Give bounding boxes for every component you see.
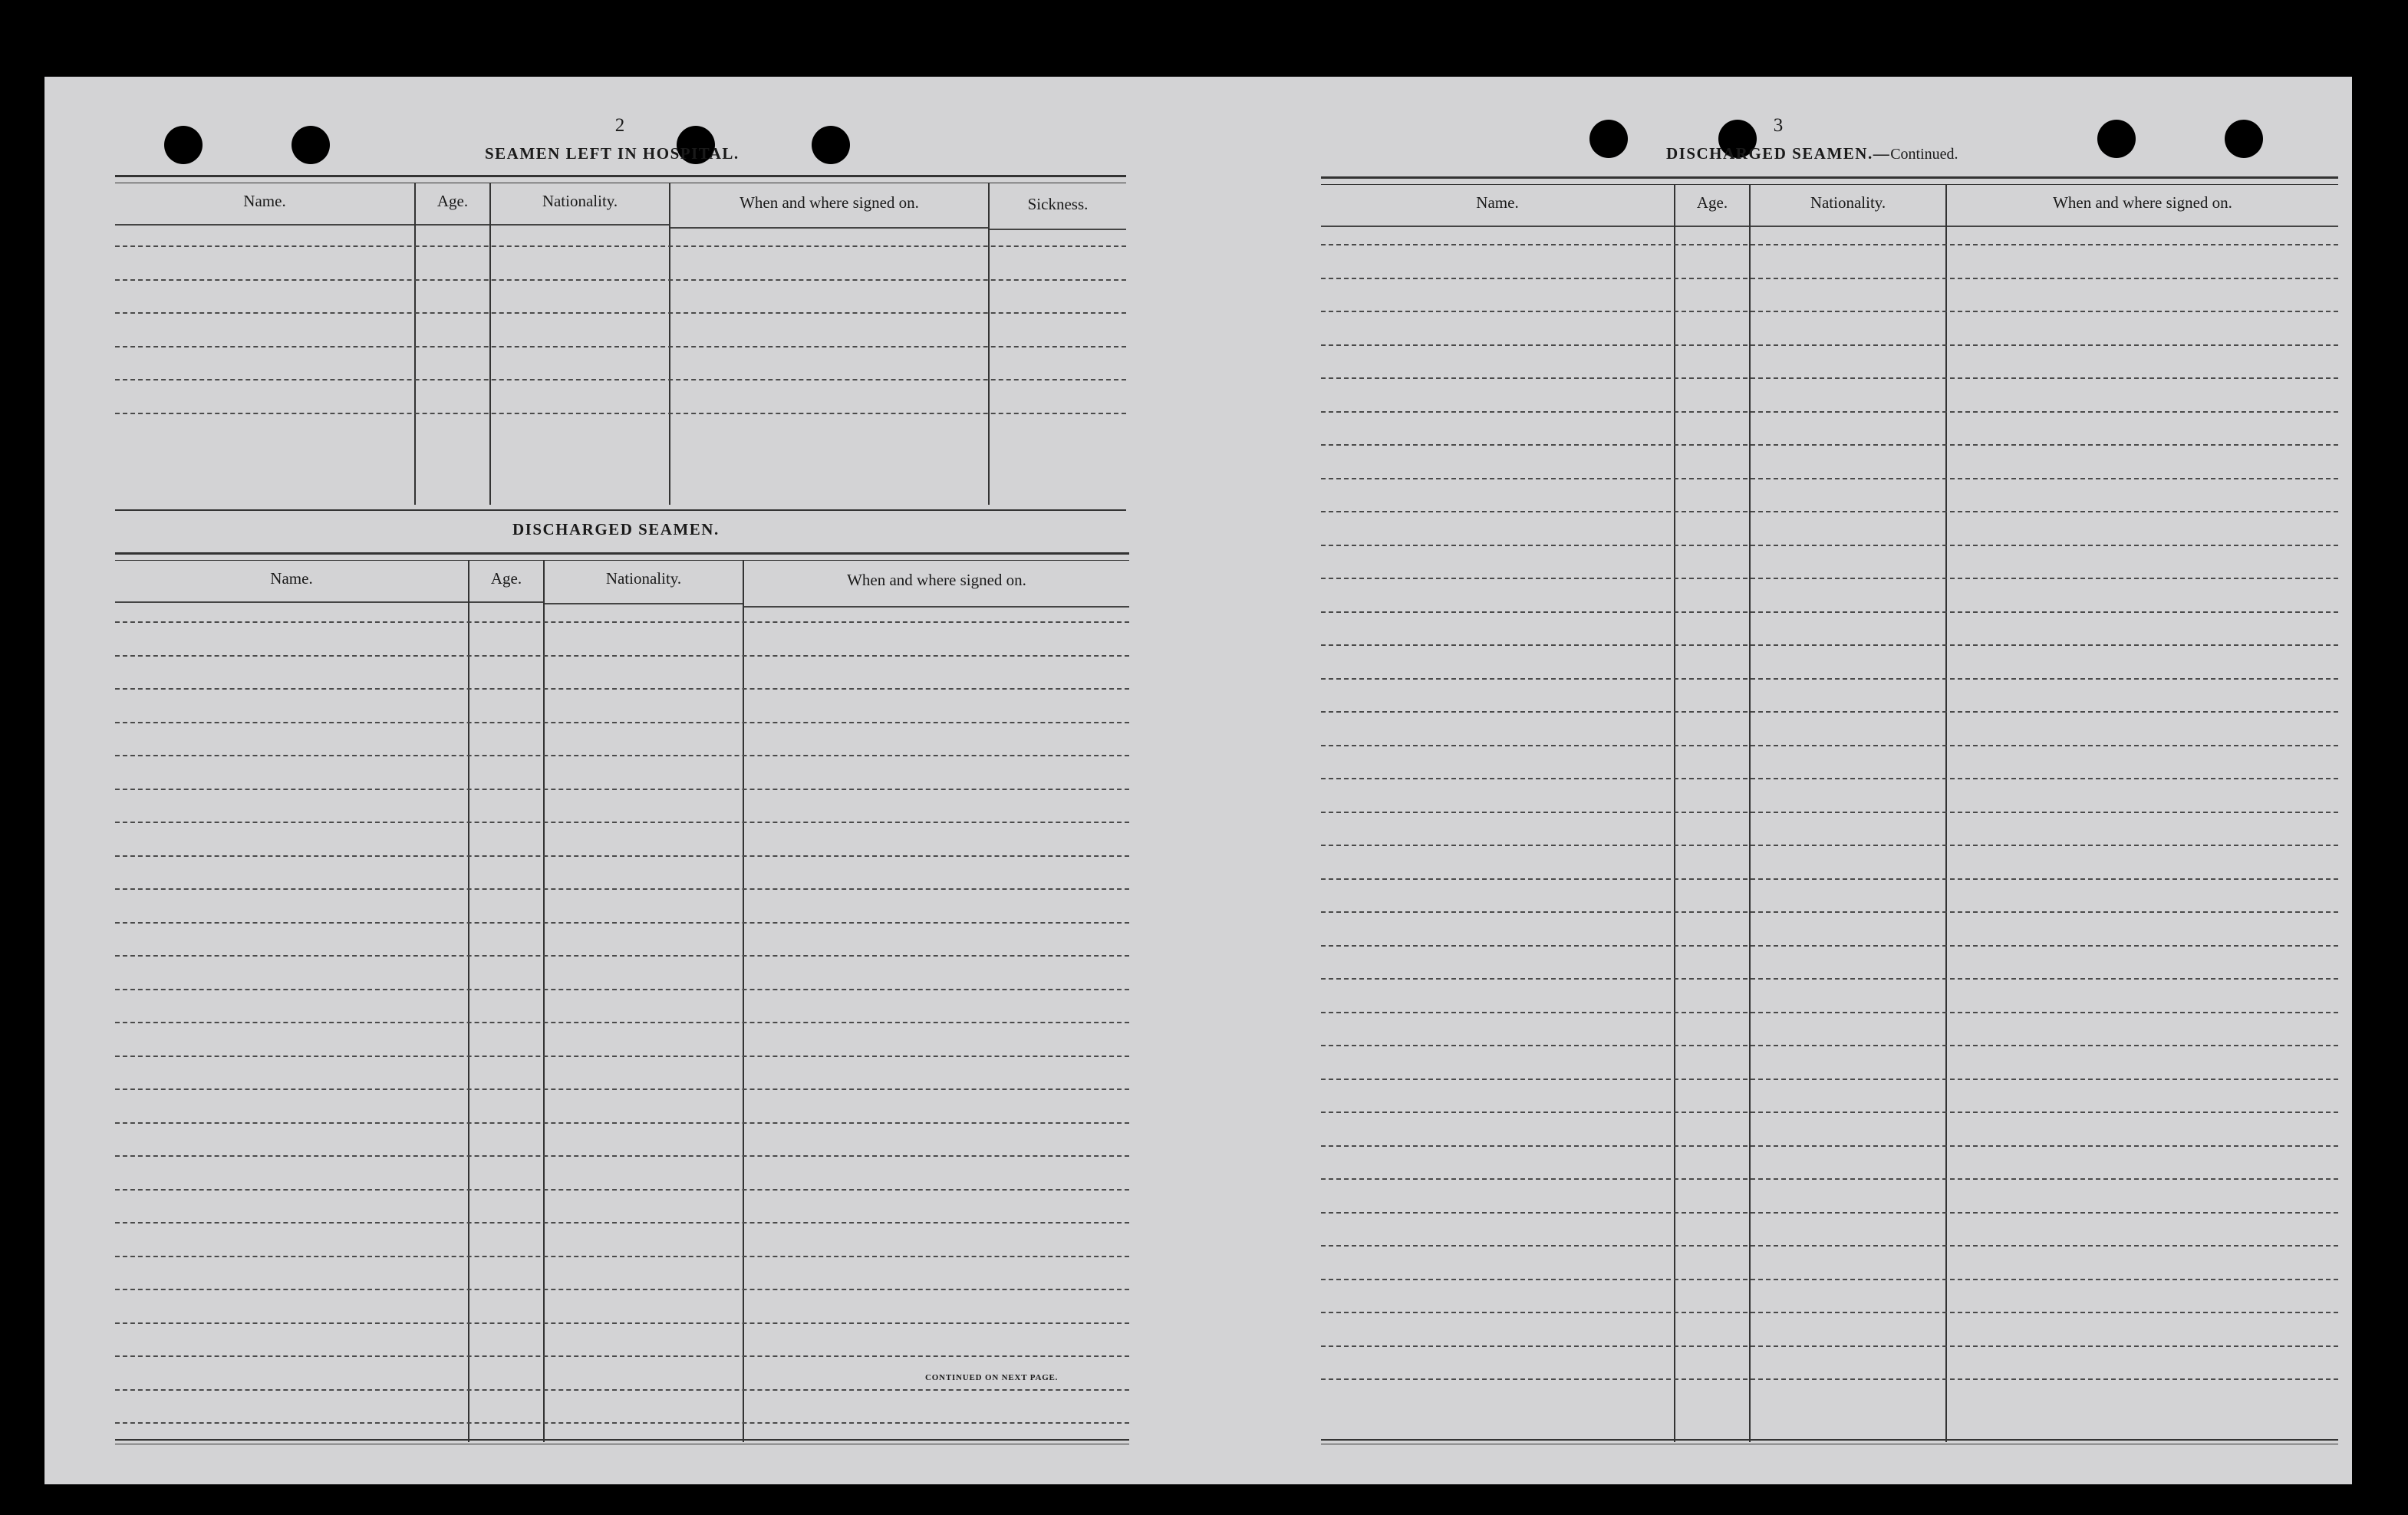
table-row <box>1321 978 2338 980</box>
table-bottom-rule <box>1321 1439 2338 1444</box>
punch-hole <box>2097 120 2136 158</box>
table-row <box>1321 611 2338 613</box>
column-header-age: Age. <box>1696 193 1728 212</box>
table-row <box>115 1355 1129 1357</box>
column-header-nationality: Nationality. <box>605 569 682 588</box>
table-row <box>115 688 1129 690</box>
discharged-continued-title <box>1666 144 1958 163</box>
column-header-age: Age. <box>436 192 469 210</box>
table-row <box>1321 1145 2338 1147</box>
table-row <box>115 1056 1129 1057</box>
header-underline <box>115 224 414 226</box>
column-separator <box>1674 184 1675 1442</box>
column-header-nationality: Nationality. <box>542 192 618 210</box>
table-row <box>1321 745 2338 746</box>
table-row <box>115 855 1129 857</box>
discharged-continued-table <box>1321 176 2338 1445</box>
table-row <box>115 1222 1129 1224</box>
column-header-nationality: Nationality. <box>1810 193 1886 212</box>
table-row <box>115 1022 1129 1023</box>
table-row <box>1321 1112 2338 1113</box>
table-row <box>115 888 1129 890</box>
header-underline <box>990 229 1126 230</box>
header-underline <box>416 224 489 226</box>
header-underline <box>1751 226 1945 227</box>
table-row <box>1321 878 2338 880</box>
table-top-rule <box>1321 176 2338 185</box>
table-row <box>115 312 1126 314</box>
table-row <box>1321 711 2338 713</box>
column-separator <box>988 183 990 505</box>
section-divider <box>115 509 1126 511</box>
table-row <box>115 1422 1129 1424</box>
column-header-name: Name. <box>243 192 286 210</box>
hospital-section-title: SEAMEN LEFT IN HOSPITAL. <box>485 144 740 163</box>
header-underline <box>744 606 1129 608</box>
table-row <box>1321 1245 2338 1247</box>
table-row <box>1321 244 2338 245</box>
table-row <box>1321 1045 2338 1046</box>
table-row <box>115 1155 1129 1157</box>
table-row <box>1321 945 2338 947</box>
header-underline <box>115 601 468 603</box>
table-bottom-rule <box>115 1439 1129 1444</box>
table-row <box>115 922 1129 924</box>
column-separator <box>1749 184 1751 1442</box>
header-underline <box>1947 226 2338 227</box>
table-row <box>1321 1312 2338 1313</box>
hospital-table <box>115 175 1126 512</box>
table-row <box>115 789 1129 790</box>
title-main: DISCHARGED SEAMEN.— <box>1666 144 1891 163</box>
table-row <box>1321 911 2338 913</box>
table-row <box>1321 511 2338 512</box>
table-row <box>1321 444 2338 446</box>
table-row <box>1321 411 2338 413</box>
table-row <box>1321 1378 2338 1380</box>
table-row <box>115 822 1129 823</box>
column-separator <box>414 183 416 505</box>
table-row <box>1321 344 2338 346</box>
column-separator <box>489 183 491 505</box>
column-separator <box>543 560 545 1442</box>
right-page <box>1226 77 2352 1484</box>
table-row <box>1321 311 2338 312</box>
punch-hole <box>812 126 850 164</box>
table-top-rule <box>115 552 1129 561</box>
column-header-signed-on: When and where signed on. <box>740 193 919 212</box>
table-row <box>1321 1212 2338 1214</box>
header-underline <box>545 603 743 604</box>
table-row <box>115 1088 1129 1090</box>
column-header-name: Name. <box>1476 193 1519 212</box>
punch-hole <box>164 126 203 164</box>
table-row <box>115 955 1129 957</box>
title-continued: Continued. <box>1890 146 1958 163</box>
column-separator <box>468 560 469 1442</box>
table-row <box>115 621 1129 623</box>
table-row <box>1321 1345 2338 1347</box>
left-page <box>44 77 1226 1484</box>
table-row <box>115 279 1126 281</box>
column-header-signed-on: When and where signed on. <box>2053 193 2232 212</box>
discharged-section-title: DISCHARGED SEAMEN. <box>512 520 720 538</box>
table-row <box>1321 578 2338 579</box>
column-header-name: Name. <box>270 569 313 588</box>
table-row <box>115 245 1126 247</box>
table-row <box>1321 1012 2338 1013</box>
column-header-signed-on: When and where signed on. <box>847 571 1026 589</box>
table-row <box>115 346 1126 347</box>
table-row <box>1321 1079 2338 1080</box>
table-row <box>115 379 1126 380</box>
table-row <box>1321 644 2338 646</box>
table-row <box>115 722 1129 723</box>
table-row <box>115 989 1129 990</box>
discharged-table <box>115 552 1129 1445</box>
continued-note: CONTINUED ON NEXT PAGE. <box>925 1373 1059 1382</box>
page-number: 3 <box>1773 115 1784 136</box>
column-separator <box>1945 184 1947 1442</box>
table-row <box>115 1289 1129 1290</box>
header-underline <box>670 227 988 229</box>
punch-hole <box>292 126 330 164</box>
table-row <box>115 1322 1129 1324</box>
table-row <box>1321 1279 2338 1280</box>
header-underline <box>491 224 669 226</box>
table-row <box>115 755 1129 756</box>
header-underline <box>469 601 543 603</box>
table-row <box>1321 478 2338 479</box>
table-row <box>115 655 1129 657</box>
document-sheet <box>44 77 2352 1484</box>
table-row <box>115 1122 1129 1124</box>
column-header-age: Age. <box>490 569 522 588</box>
table-row <box>1321 812 2338 813</box>
table-row <box>115 1189 1129 1191</box>
header-underline <box>1675 226 1749 227</box>
table-row <box>1321 1178 2338 1180</box>
column-header-sickness: Sickness. <box>1027 195 1089 213</box>
header-underline <box>1321 226 1674 227</box>
table-row <box>1321 678 2338 680</box>
table-row <box>115 413 1126 414</box>
column-separator <box>669 183 670 505</box>
table-row <box>1321 278 2338 279</box>
punch-hole <box>2225 120 2263 158</box>
table-row <box>1321 778 2338 779</box>
table-row <box>1321 845 2338 846</box>
table-top-rule <box>115 175 1126 183</box>
column-separator <box>743 560 744 1442</box>
page-number: 2 <box>614 115 625 136</box>
table-row <box>1321 545 2338 546</box>
table-row <box>115 1256 1129 1257</box>
table-row <box>1321 377 2338 379</box>
table-row <box>115 1389 1129 1391</box>
punch-hole <box>1589 120 1628 158</box>
